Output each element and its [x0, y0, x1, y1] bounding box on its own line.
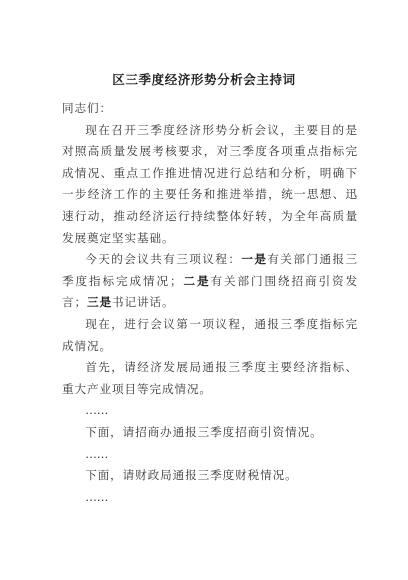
- agenda-item3-label: 三是: [87, 295, 112, 310]
- agenda-item1-label: 一是: [241, 252, 268, 267]
- agenda-item2-text: 有关部门围绕招商引资发言；: [62, 273, 358, 310]
- ellipsis-2: ……: [85, 446, 109, 461]
- agenda-item3-text: 书记讲话。: [112, 295, 175, 310]
- paragraph-economic-bureau: 首先，请经济发展局通报三季度主要经济指标、重大产业项目等完成情况。: [62, 360, 358, 396]
- ellipsis-3: ……: [85, 489, 109, 504]
- paragraph-investment-office: 下面，请招商办通报三季度招商引资情况。: [85, 424, 323, 439]
- document-body: [62, 98, 358, 508]
- paragraph-purpose: 现在召开三季度经济形势分析会议，主要目的是对照高质量发展考核要求，对三季度各项重点指标完成情况、重点工作推进情况进行总结和分析，明确下一步经济工作的主要任务和推进举措，统一思想、迅速行动，推动经济运行持续整体好转，为全年高质量发展奠定坚实基础。: [62, 122, 358, 245]
- agenda-intro: 今天的会议共有三项议程：: [85, 252, 242, 267]
- agenda-item2-label: 二是: [182, 273, 211, 288]
- paragraph-agenda: [62, 249, 358, 314]
- agenda-item1-text: 有关部门通报三季度指标完成情况；: [62, 252, 358, 288]
- document-title: 区三季度经济形势分析会主持词: [112, 72, 296, 87]
- ellipsis-1: ……: [85, 403, 109, 418]
- paragraph-finance-bureau: 下面，请财政局通报三季度财税情况。: [85, 468, 298, 483]
- salutation: 同志们：: [62, 101, 112, 115]
- paragraph-first-item: 现在，进行会议第一项议程，通报三季度指标完成情况。: [62, 316, 358, 353]
